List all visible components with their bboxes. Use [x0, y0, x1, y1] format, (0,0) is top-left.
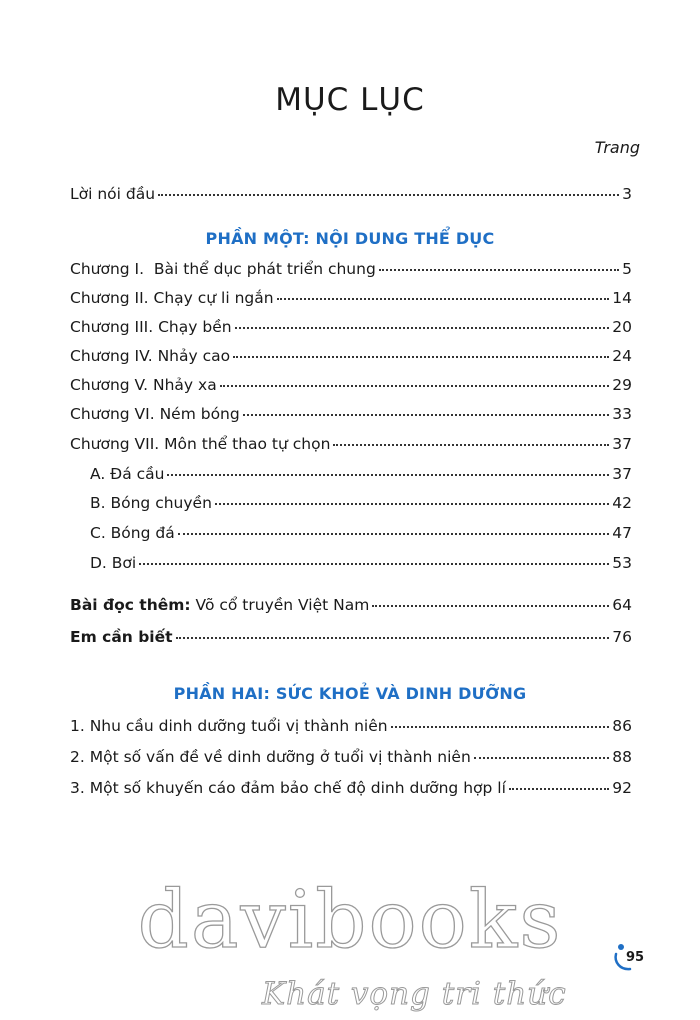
- toc-entry-label: 3. Một số khuyến cáo đảm bảo chế độ dinh dưỡng hợp lí: [70, 779, 506, 797]
- toc-entry-page: 33: [612, 405, 632, 423]
- toc-entry-label: 1. Nhu cầu dinh dưỡng tuổi vị thành niên: [70, 717, 388, 735]
- dot-leader: [379, 269, 619, 271]
- toc-entry-label: [70, 628, 173, 646]
- toc-entry-label: Chương VI. Ném bóng: [70, 405, 240, 423]
- toc-entry-label: Chương I. Bài thể dục phát triển chung: [70, 260, 376, 278]
- dot-leader: [391, 726, 610, 728]
- toc-entry-sub-a[interactable]: [90, 465, 632, 483]
- dot-leader: [178, 533, 610, 535]
- toc-entry-nutrition-3[interactable]: [70, 779, 632, 797]
- watermark-tagline: Khát vọng tri thức: [262, 976, 567, 1012]
- toc-entry-sub-d[interactable]: [90, 554, 632, 572]
- toc-entry-page: 86: [612, 717, 632, 735]
- toc-entry-page: 37: [612, 435, 632, 453]
- toc-entry-need-to-know[interactable]: [70, 628, 632, 646]
- toc-entry-sub-b[interactable]: [90, 494, 632, 512]
- toc-entry-label: C. Bóng đá: [90, 524, 175, 542]
- toc-entry-label: Chương III. Chạy bền: [70, 318, 232, 336]
- dot-leader: [474, 757, 609, 759]
- toc-entry-bold-label: Em cần biết: [70, 628, 173, 646]
- toc-entry-intro[interactable]: [70, 185, 632, 203]
- dot-leader: [333, 444, 609, 446]
- toc-entry-nutrition-2[interactable]: [70, 748, 632, 766]
- dot-leader: [243, 414, 610, 416]
- toc-entry-label: Chương IV. Nhảy cao: [70, 347, 231, 365]
- toc-entry-page: 64: [612, 596, 632, 614]
- dot-leader: [167, 474, 609, 476]
- toc-entry-page: 3: [622, 185, 632, 203]
- dot-leader: [277, 298, 610, 300]
- toc-entry-label-rest: Võ cổ truyền Việt Nam: [190, 596, 370, 614]
- toc-entry-label: 2. Một số vấn đề về dinh dưỡng ở tuổi vị thành niên: [70, 748, 471, 766]
- toc-entry-chapter-3[interactable]: [70, 318, 632, 336]
- toc-entry-page: 76: [612, 628, 632, 646]
- toc-entry-bold-label: Bài đọc thêm:: [70, 596, 191, 614]
- page-number: 95: [626, 950, 645, 965]
- dot-leader: [176, 637, 610, 639]
- dot-leader: [158, 194, 619, 196]
- toc-entry-page: 14: [612, 289, 632, 307]
- toc-entry-label: Lời nói đầu: [70, 185, 156, 203]
- toc-entry-label: Chương VII. Môn thể thao tự chọn: [70, 435, 331, 453]
- toc-entry-label: A. Đá cầu: [90, 465, 165, 483]
- part-one-heading: PHẦN MỘT: NỘI DUNG THỂ DỤC: [205, 229, 495, 248]
- toc-entry-nutrition-1[interactable]: [70, 717, 632, 735]
- toc-entry-page: 92: [612, 779, 632, 797]
- dot-leader: [372, 605, 609, 607]
- toc-entry-page: 47: [612, 524, 632, 542]
- watermark-brand: davibooks: [137, 873, 563, 966]
- toc-entry-page: 29: [612, 376, 632, 394]
- dot-leader: [139, 563, 609, 565]
- toc-entry-label: [70, 596, 369, 614]
- toc-entry-label: Chương V. Nhảy xa: [70, 376, 217, 394]
- toc-entry-chapter-1[interactable]: [70, 260, 632, 278]
- toc-entry-label: D. Bơi: [90, 554, 137, 572]
- toc-entry-chapter-5[interactable]: [70, 376, 632, 394]
- toc-entry-page: 37: [612, 465, 632, 483]
- dot-leader: [215, 503, 609, 505]
- toc-entry-label: Chương II. Chạy cự li ngắn: [70, 289, 274, 307]
- toc-entry-page: 5: [622, 260, 632, 278]
- page-title: MỤC LỤC: [275, 82, 425, 118]
- toc-entry-page: 53: [612, 554, 632, 572]
- dot-leader: [235, 327, 610, 329]
- toc-entry-page: 42: [612, 494, 632, 512]
- toc-entry-chapter-7[interactable]: [70, 435, 632, 453]
- toc-entry-extra-reading[interactable]: [70, 596, 632, 614]
- dot-leader: [220, 385, 610, 387]
- toc-entry-page: 20: [612, 318, 632, 336]
- toc-entry-sub-c[interactable]: [90, 524, 632, 542]
- dot-leader: [233, 356, 609, 358]
- dot-leader: [509, 788, 609, 790]
- toc-entry-page: 88: [612, 748, 632, 766]
- toc-entry-chapter-6[interactable]: [70, 405, 632, 423]
- toc-entry-chapter-2[interactable]: [70, 289, 632, 307]
- part-two-heading: PHẦN HAI: SỨC KHOẺ VÀ DINH DƯỠNG: [173, 684, 527, 703]
- toc-entry-chapter-4[interactable]: [70, 347, 632, 365]
- toc-entry-page: 24: [612, 347, 632, 365]
- toc-entry-label: B. Bóng chuyền: [90, 494, 212, 512]
- page-column-label: Trang: [594, 138, 640, 157]
